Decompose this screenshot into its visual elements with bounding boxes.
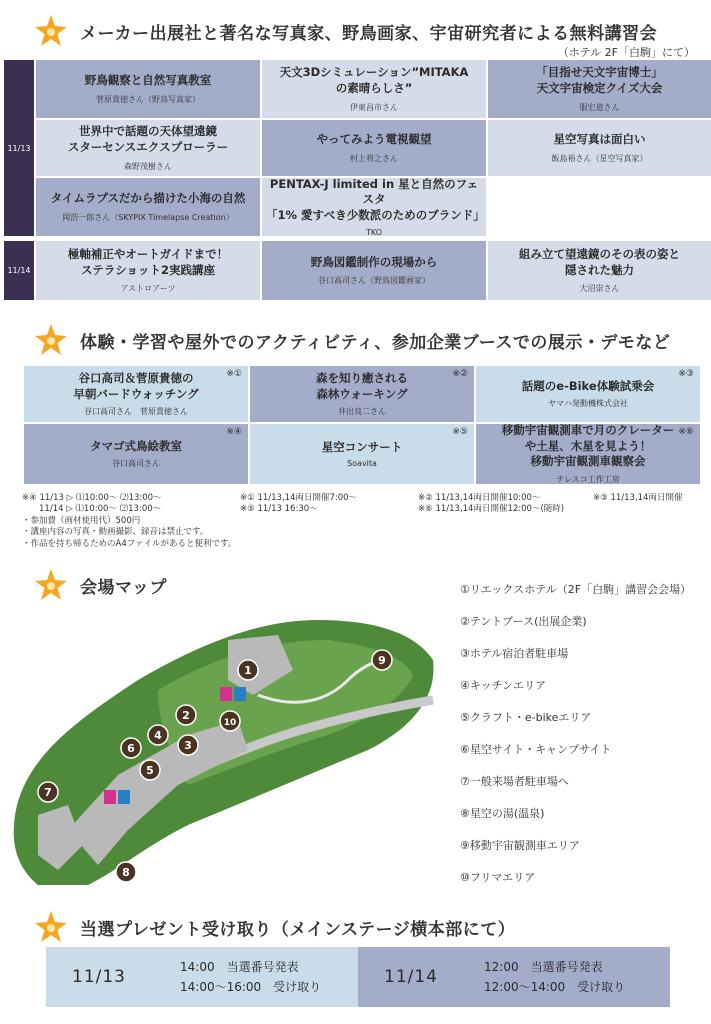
note-schedule-4: ※④ 11/13 ▷ ⑴10:00〜 ⑵13:00〜 11/14 ▷ ⑴10:00〜 ⑵13:00〜 ・参加費（画材使用代）500円 ・講座内容の写真・動画撮影、録音は禁止です。 ・作品を持ち帰るためのA4ファイルがあると便利です。 <box>22 493 237 549</box>
legend-item: ⑨移動宇宙観測車エリア <box>460 839 580 852</box>
map-marker-10 <box>220 711 240 731</box>
lecture-title: 野鳥図鑑制作の現場から <box>310 254 438 269</box>
activity-host: テレスコ工作工房 <box>556 474 620 484</box>
activity-host: 谷口高司さん <box>112 459 160 469</box>
activity-mark: ※③ <box>678 369 694 379</box>
legend-item: ⑩フリマエリア <box>460 871 536 884</box>
activity-mark: ※① <box>226 369 242 379</box>
lecture-title: タイムラプスだから描けた小海の自然 <box>50 191 246 206</box>
activity-section-title: 体験・学習や屋外でのアクティビティ、参加企業ブースでの展示・デモなど <box>80 332 671 353</box>
map-marker-4 <box>148 725 168 745</box>
note-schedule-3: ※③ 11/13,14両日開催 <box>593 493 683 503</box>
activity-host: 谷口高司さん 菅原貴徳さん <box>84 407 188 417</box>
lecture-cell <box>488 120 711 176</box>
lecture-cell <box>36 178 260 236</box>
lecture-speaker: アストロアーツ <box>120 284 176 294</box>
activity-cell <box>476 424 700 484</box>
activity-cell <box>24 424 248 484</box>
map-marker-1 <box>238 660 258 680</box>
lecture-title: 野鳥観察と自然写真教室 <box>84 73 212 88</box>
lecture-cell <box>262 120 486 176</box>
map-marker-6 <box>121 738 141 758</box>
venue-map <box>8 600 438 890</box>
star-icon <box>34 568 68 602</box>
legend-item: ③ホテル宿泊者駐車場 <box>460 647 569 660</box>
legend-item: ⑤クラフト・e-bikeエリア <box>460 711 592 724</box>
activity-mark: ※④ <box>226 427 242 437</box>
prize-times: 12:00 当選番号発表 12:00〜14:00 受け取り <box>484 959 626 994</box>
activity-mark: ※⑤ <box>452 427 468 437</box>
activity-title: 星空コンサート <box>321 439 403 454</box>
lecture-title: 世界中で話題の天体望遠鏡 スターセンスエクスプローラー <box>67 124 229 154</box>
map-marker-7 <box>38 782 58 802</box>
lecture-speaker: 岡浩一郎さん（SKYPIX Timelapse Creation） <box>62 212 234 222</box>
lecture-cell <box>36 120 260 176</box>
lecture-speaker: 菅原貴徳さん（野鳥写真家） <box>96 94 200 104</box>
map-marker-label: 1 <box>244 664 252 677</box>
lecture-speaker: 飯島裕さん（星空写真家） <box>551 153 648 163</box>
lecture-title: PENTAX-J limited in 星と自然のフェスタ 「1% 愛すべき少数派のためのブランド」 <box>266 176 485 222</box>
map-marker-label: 10 <box>223 718 237 728</box>
day-label-1114: 11/14 <box>4 241 34 300</box>
lecture-cell <box>262 60 486 118</box>
legend-item: ⑥星空サイト・キャンプサイト <box>460 743 612 756</box>
lecture-speaker: 服宏道さん <box>579 102 620 112</box>
activity-host: 井出良二さん <box>338 407 386 417</box>
activity-host: Soavita <box>347 459 377 469</box>
prize-section-title: 当選プレゼント受け取り（メインステージ横本部にて） <box>80 919 516 940</box>
lecture-cell <box>488 241 711 300</box>
activity-cell <box>250 424 474 484</box>
restroom-icon <box>118 790 130 804</box>
prize-day-1113 <box>46 947 358 1007</box>
map-marker-label: 7 <box>44 786 52 799</box>
prize-date: 11/13 <box>72 967 126 987</box>
lecture-section-header <box>34 14 657 48</box>
legend-item: ④キッチンエリア <box>460 679 547 692</box>
map-marker-label: 3 <box>184 739 192 752</box>
map-marker-2 <box>176 705 196 725</box>
activity-title: 谷口高司＆菅原貴徳の 早朝バードウォッチング <box>73 370 199 401</box>
lecture-section-title: メーカー出展社と著名な写真家、野鳥画家、宇宙研究者による無料講習会 <box>80 23 658 44</box>
activity-mark: ※⑥ <box>678 427 694 437</box>
prize-section-header <box>34 910 515 944</box>
map-marker-5 <box>140 760 160 780</box>
lecture-title: 組み立て望遠鏡のその表の姿と 隠された魅力 <box>519 246 680 277</box>
activity-mark: ※② <box>452 369 468 379</box>
restroom-icon <box>234 687 246 701</box>
prize-times: 14:00 当選番号発表 14:00〜16:00 受け取り <box>180 959 322 994</box>
lecture-speaker: 村上将之さん <box>350 153 398 163</box>
note-schedule-1-5: ※① 11/13,14両日開催7:00〜 ※⑤ 11/13 16:30〜 <box>240 493 358 515</box>
lecture-speaker: 森野茂樹さん <box>124 161 172 171</box>
legend-item: ⑦一般来場者駐車場へ <box>460 775 569 788</box>
map-marker-8 <box>116 862 136 882</box>
activity-host: ヤマハ発動機株式会社 <box>548 399 628 409</box>
restroom-icon <box>104 790 116 804</box>
map-marker-label: 6 <box>127 742 135 755</box>
lecture-title: 天文3Dシミュレーション”MITAKA の素晴らしさ” <box>279 65 469 95</box>
lecture-cell <box>488 60 711 118</box>
lecture-cell <box>262 178 486 236</box>
lecture-title: 極軸補正やオートガイドまで！ ステラショット2実践講座 <box>67 246 229 277</box>
map-section-header <box>34 568 167 602</box>
activity-cell <box>250 366 474 422</box>
lecture-cell <box>36 60 260 118</box>
restroom-icon <box>220 687 232 701</box>
star-icon <box>34 323 68 357</box>
star-icon <box>34 910 68 944</box>
activity-title: 話題のe-Bike体験試乗会 <box>521 378 655 393</box>
day-label-1113: 11/13 <box>4 60 34 236</box>
lecture-speaker: 大沼崇さん <box>579 284 620 294</box>
lecture-table <box>4 60 711 300</box>
lecture-speaker: TKO <box>366 228 382 238</box>
map-marker-9 <box>372 650 392 670</box>
lecture-cell <box>262 241 486 300</box>
map-marker-label: 8 <box>122 866 130 879</box>
map-marker-3 <box>178 735 198 755</box>
activity-cell <box>24 366 248 422</box>
note-schedule-2-6: ※② 11/13,14両日開催10:00〜 ※⑥ 11/13,14両日開催12:00〜(随時) <box>418 493 565 515</box>
lecture-title: やってみよう電視観望 <box>316 132 432 147</box>
activity-title: 森を知り癒される 森林ウォーキング <box>316 370 408 401</box>
activity-section-header <box>34 323 670 357</box>
lecture-speaker: 谷口高司さん（野鳥図鑑画家） <box>318 276 430 286</box>
lecture-title: 星空写真は面白い <box>553 132 646 147</box>
map-section-title: 会場マップ <box>80 577 167 598</box>
map-marker-label: 9 <box>378 654 386 667</box>
legend-item: ①リエックスホテル（2F「白駒」講習会会場） <box>460 583 692 596</box>
map-marker-label: 4 <box>154 729 162 742</box>
lecture-section-subtitle: （ホテル 2F「白駒」にて） <box>557 46 695 59</box>
prize-date: 11/14 <box>384 967 438 987</box>
legend-item: ⑧星空の湯(温泉) <box>460 807 545 820</box>
map-marker-label: 2 <box>182 709 190 722</box>
star-icon <box>34 14 68 48</box>
lecture-cell <box>36 241 260 300</box>
lecture-speaker: 伊東昌市さん <box>350 102 398 112</box>
legend-item: ②テントブース(出展企業) <box>460 615 587 628</box>
map-marker-label: 5 <box>146 764 154 777</box>
lecture-title: 「目指せ天文宇宙博士」 天文宇宙検定クイズ大会 <box>536 65 663 95</box>
activity-cell <box>476 366 700 422</box>
activity-title: 移動宇宙観測車で月のクレーター や土星、木星を見よう！ 移動宇宙観測車観察会 <box>501 423 675 469</box>
activity-title: タマゴ式鳥絵教室 <box>90 438 182 453</box>
prize-day-1114 <box>358 947 670 1007</box>
